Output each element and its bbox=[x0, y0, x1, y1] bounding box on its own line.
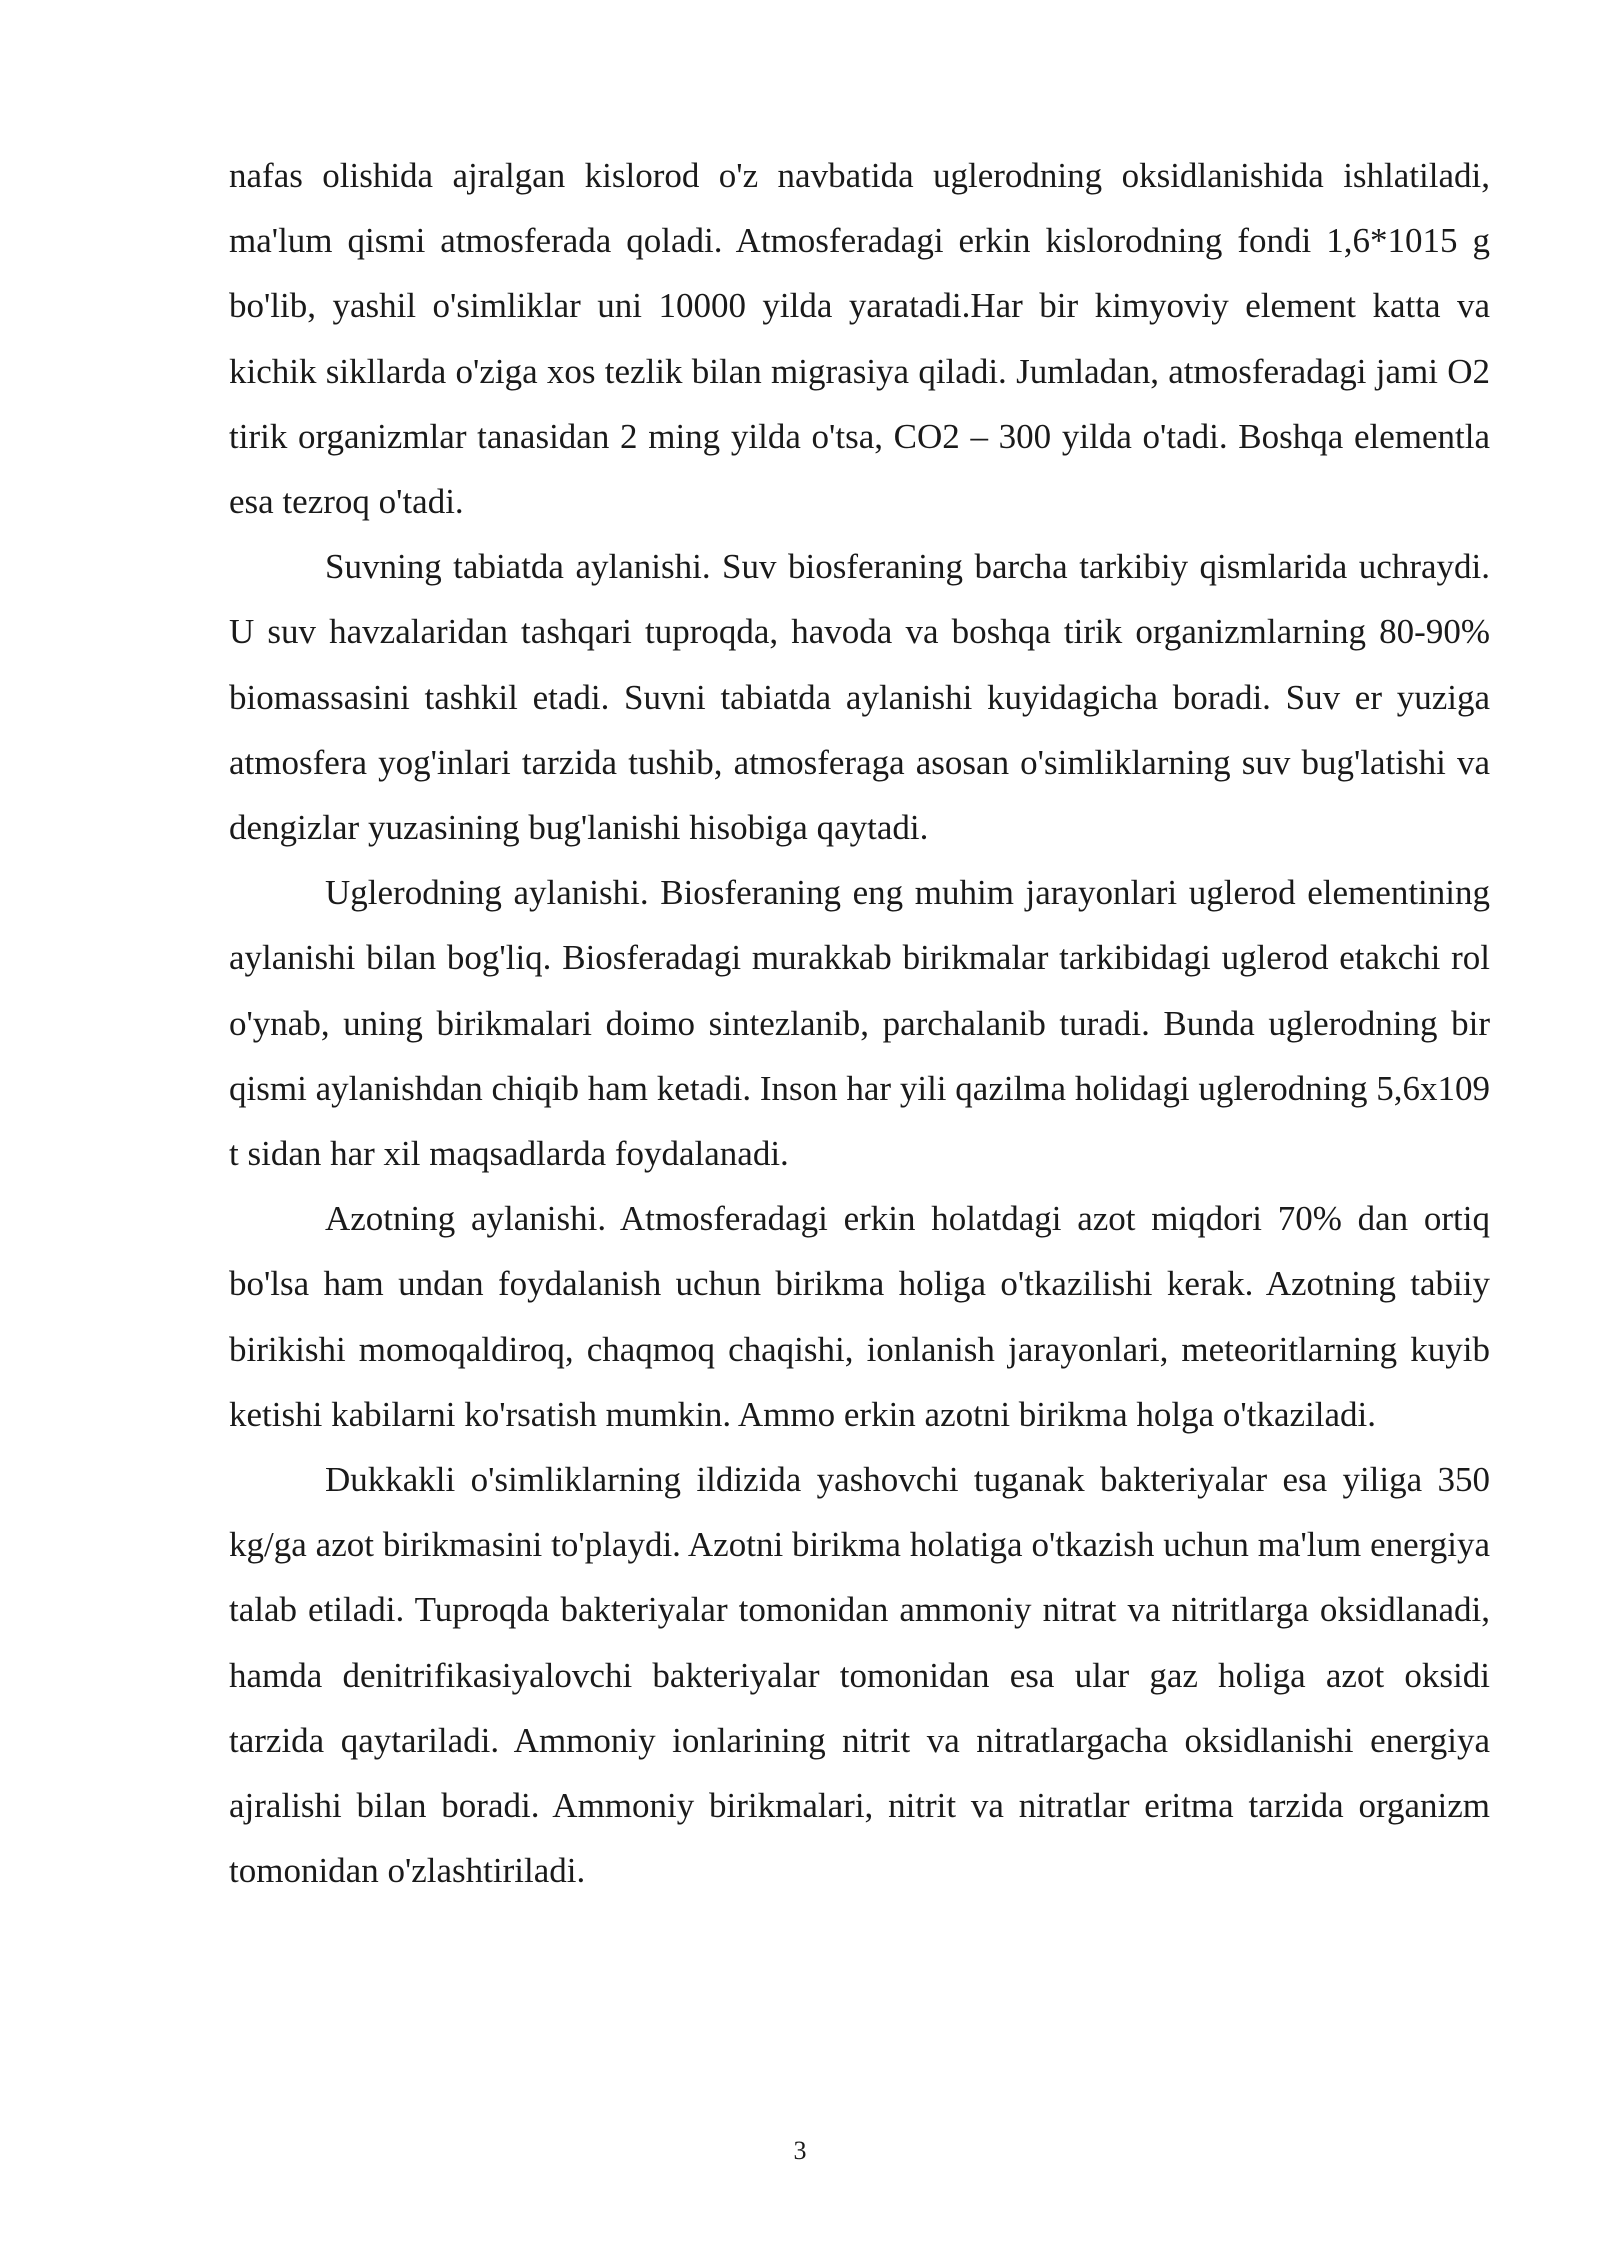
page-number: 3 bbox=[793, 2136, 807, 2165]
paragraph-water-cycle: Suvning tabiatda aylanishi. Suv biosferaning barcha tarkibiy qismlarida uchraydi. U suv havzalaridan tashqari tuproqda, havoda va boshqa tirik organizmlarning 80-90% biomassasini tashkil etadi. Suvni tabiatda aylanishi kuyidagicha boradi. Suv er yuziga atmosfera yog'inlari tarzida tushib, atmosferaga asosan o'simliklarning suv bug'latishi va dengizlar yuzasining bug'lanishi hisobiga qaytadi. bbox=[229, 547, 1490, 848]
paragraph-nitrogen-cycle: Azotning aylanishi. Atmosferadagi erkin holatdagi azot miqdori 70% dan ortiq bo'lsa ham undan foydalanish uchun birikma holiga o'tkazilishi kerak. Azotning tabiiy birikishi momoqaldiroq, chaqmoq chaqishi, ionlanish jarayonlari, meteoritlarning kuyib ketishi kabilarni ko'rsatish mumkin. Ammo erkin azotni birikma holga o'tkaziladi. bbox=[229, 1199, 1490, 1434]
paragraph-carbon-cycle: Uglerodning aylanishi. Biosferaning eng muhim jarayonlari uglerod elementining aylanishi bilan bog'liq. Biosferadagi murakkab birikmalar tarkibidagi uglerod etakchi rol o'ynab, uning birikmalari doimo sintezlanib, parchalanib turadi. Bunda uglerodning bir qismi aylanishdan chiqib ham ketadi. Inson har yili qazilma holidagi uglerodning 5,6x109 t sidan har xil maqsadlarda foydalanadi. bbox=[229, 873, 1490, 1174]
paragraph-nitrogen-bacteria: Dukkakli o'simliklarning ildizida yashovchi tuganak bakteriyalar esa yiliga 350 kg/ga azot birikmasini to'playdi. Azotni birikma holatiga o'tkazish uchun ma'lum energiya talab etiladi. Tuproqda bakteriyalar tomonidan ammoniy nitrat va nitritlarga oksidlanadi, hamda denitrifikasiyalovchi bakteriyalar tomonidan esa ular gaz holiga azot oksidi tarzida qaytariladi. Ammoniy ionlarining nitrit va nitratlargacha oksidlanishi energiya ajralishi bilan boradi. Ammoniy birikmalari, nitrit va nitratlar eritma tarzida organizm tomonidan o'zlashtiriladi. bbox=[229, 1460, 1490, 1891]
paragraph-oxygen-continuation: nafas olishida ajralgan kislorod o'z navbatida uglerodning oksidlanishida ishlatiladi, ma'lum qismi atmosferada qoladi. Atmosferadagi erkin kislorodning fondi 1,6*1015 g bo'lib, yashil o'simliklar uni 10000 yilda yaratadi.Har bir kimyoviy element katta va kichik sikllarda o'ziga xos tezlik bilan migrasiya qiladi. Jumladan, atmosferadagi jami O2 tirik organizmlar tanasidan 2 ming yilda o'tsa, CO2 – 300 yilda o'tadi. Boshqa elementla esa tezroq o'tadi. bbox=[229, 156, 1490, 522]
body-text bbox=[229, 143, 1490, 1903]
